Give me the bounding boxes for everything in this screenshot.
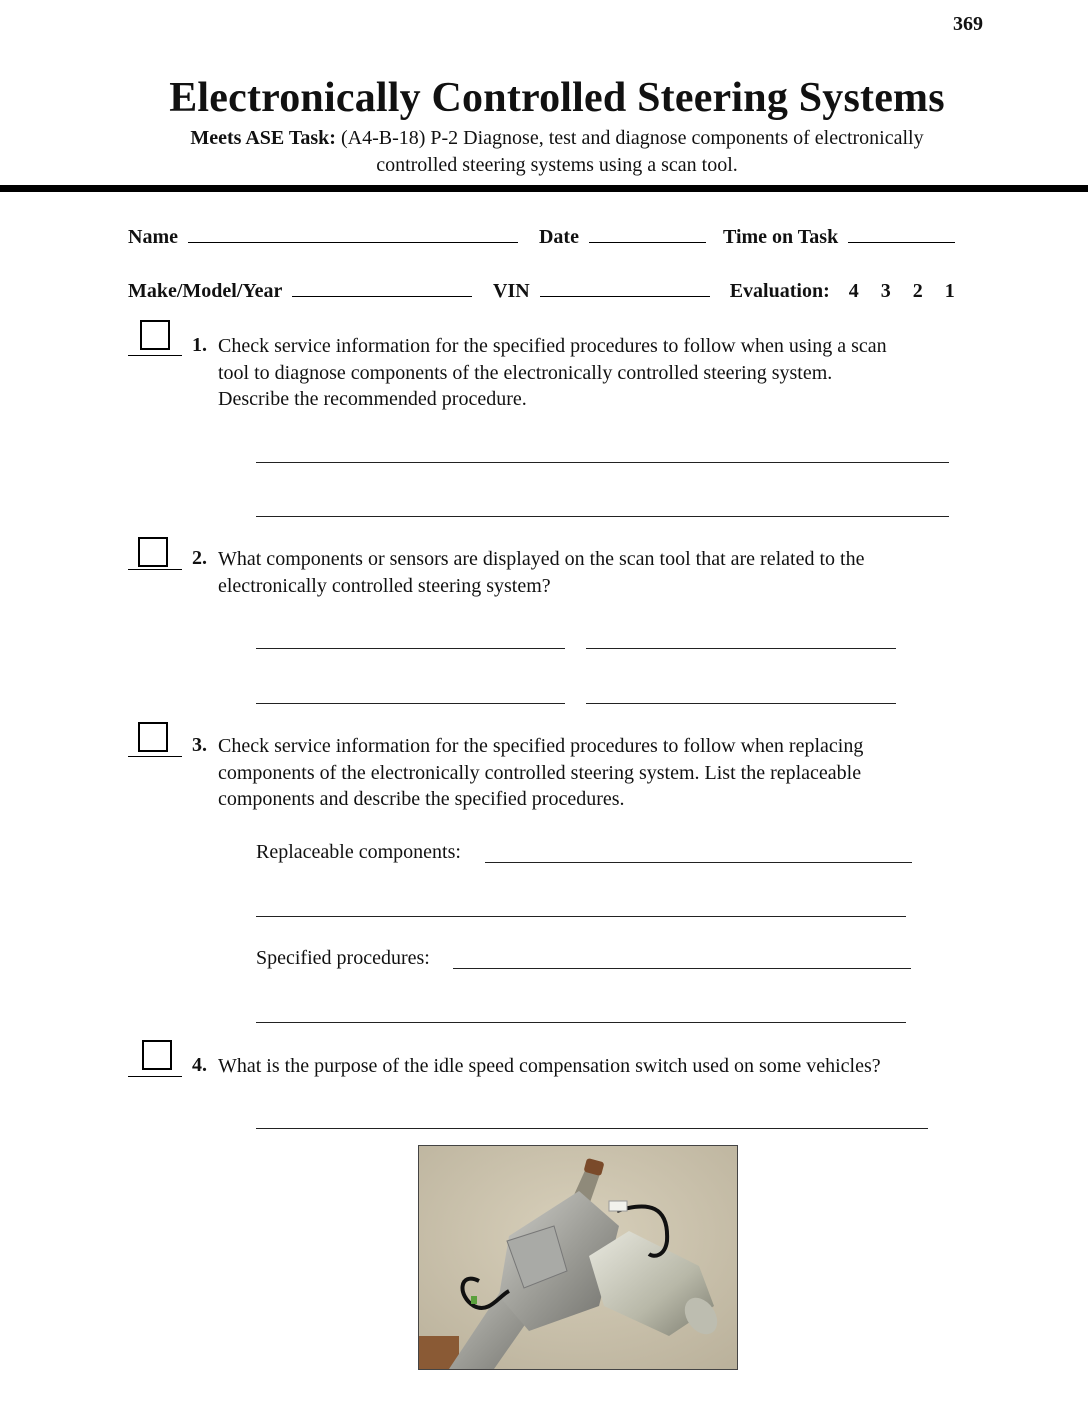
question-2-answer-line-2[interactable] xyxy=(586,648,896,649)
specified-procedures-line-2[interactable] xyxy=(256,1022,906,1023)
ase-task-line-1 xyxy=(0,125,1088,152)
vehicle-info-row xyxy=(128,280,955,303)
question-2-answer-line-4[interactable] xyxy=(586,703,896,704)
evaluation-score-2[interactable]: 2 xyxy=(912,280,923,302)
question-1-text xyxy=(218,333,887,413)
ase-task-label: Meets ASE Task: xyxy=(190,127,336,149)
question-4-text xyxy=(218,1053,881,1080)
question-4-checkbox[interactable] xyxy=(142,1040,172,1070)
date-field[interactable] xyxy=(589,228,706,243)
question-1-line-1: Check service information for the specified procedures to follow when using a scan xyxy=(218,335,887,357)
question-3-number: 3. xyxy=(192,734,207,756)
evaluation-label: Evaluation: xyxy=(729,280,830,302)
ase-task-text-2: controlled steering systems using a scan tool. xyxy=(376,154,738,176)
steering-column-photo xyxy=(418,1145,738,1370)
question-2-line-2: electronically controlled steering system? xyxy=(218,574,551,597)
header-divider xyxy=(0,185,1088,192)
question-2-number: 2. xyxy=(192,547,207,569)
page-title: Electronically Controlled Steering Systems xyxy=(169,75,945,121)
page-number: 369 xyxy=(953,13,983,35)
question-3-line-3: components and describe the specified procedures. xyxy=(218,788,625,810)
evaluation-score-3[interactable]: 3 xyxy=(880,280,891,302)
vin-label: VIN xyxy=(493,280,530,302)
question-1-initial-line xyxy=(128,355,182,356)
ase-task-text-1: (A4-B-18) P-2 Diagnose, test and diagnose components of electronically xyxy=(340,127,924,149)
question-2-answer-line-1[interactable] xyxy=(256,648,565,649)
question-3-initial-line xyxy=(128,756,182,757)
specified-procedures-line-1[interactable] xyxy=(453,968,911,969)
name-field[interactable] xyxy=(188,228,518,243)
specified-procedures-label: Specified procedures: xyxy=(256,947,430,969)
question-1-answer-line-2[interactable] xyxy=(256,516,949,517)
make-model-year-label: Make/Model/Year xyxy=(128,280,283,302)
replaceable-components-label: Replaceable components: xyxy=(256,841,461,863)
vin-field[interactable] xyxy=(540,282,710,297)
question-4-number: 4. xyxy=(192,1054,207,1076)
ase-task-description xyxy=(0,125,1088,179)
question-1-checkbox[interactable] xyxy=(140,320,170,350)
student-info-row xyxy=(128,226,955,249)
question-1-check xyxy=(128,318,182,356)
question-2-answer-line-3[interactable] xyxy=(256,703,565,704)
time-on-task-label: Time on Task xyxy=(722,226,839,248)
replaceable-components-line-1[interactable] xyxy=(485,862,912,863)
date-label: Date xyxy=(538,226,579,248)
question-2-check xyxy=(128,532,182,570)
question-1-number: 1. xyxy=(192,334,207,356)
question-2-text xyxy=(218,546,864,599)
electric-steering-assembly-image xyxy=(419,1146,737,1369)
question-3-text xyxy=(218,733,863,813)
time-on-task-field[interactable] xyxy=(848,228,955,243)
question-4-line-1: What is the purpose of the idle speed compensation switch used on some vehicles? xyxy=(218,1055,881,1077)
name-label: Name xyxy=(128,226,178,248)
question-3-checkbox[interactable] xyxy=(138,722,168,752)
question-2-line-1: What components or sensors are displayed on the scan tool that are related to the xyxy=(218,548,865,570)
evaluation-score-4[interactable]: 4 xyxy=(848,280,859,302)
replaceable-components-line-2[interactable] xyxy=(256,916,906,917)
evaluation-score-1[interactable]: 1 xyxy=(944,280,955,302)
question-2-checkbox[interactable] xyxy=(138,537,168,567)
question-3-line-2: components of the electronically controlled steering system. List the replaceable xyxy=(218,761,862,784)
question-1-line-3: Describe the recommended procedure. xyxy=(218,388,527,410)
question-4-answer-line[interactable] xyxy=(256,1128,928,1129)
make-model-year-field[interactable] xyxy=(292,282,472,297)
question-4-check xyxy=(128,1039,182,1077)
question-1-answer-line-1[interactable] xyxy=(256,462,949,463)
question-4-initial-line xyxy=(128,1076,182,1077)
question-1-line-2: tool to diagnose components of the electronically controlled steering system. xyxy=(218,361,833,384)
question-3-line-1: Check service information for the specified procedures to follow when replacing xyxy=(218,735,864,757)
question-3-check xyxy=(128,719,182,757)
question-2-initial-line xyxy=(128,569,182,570)
